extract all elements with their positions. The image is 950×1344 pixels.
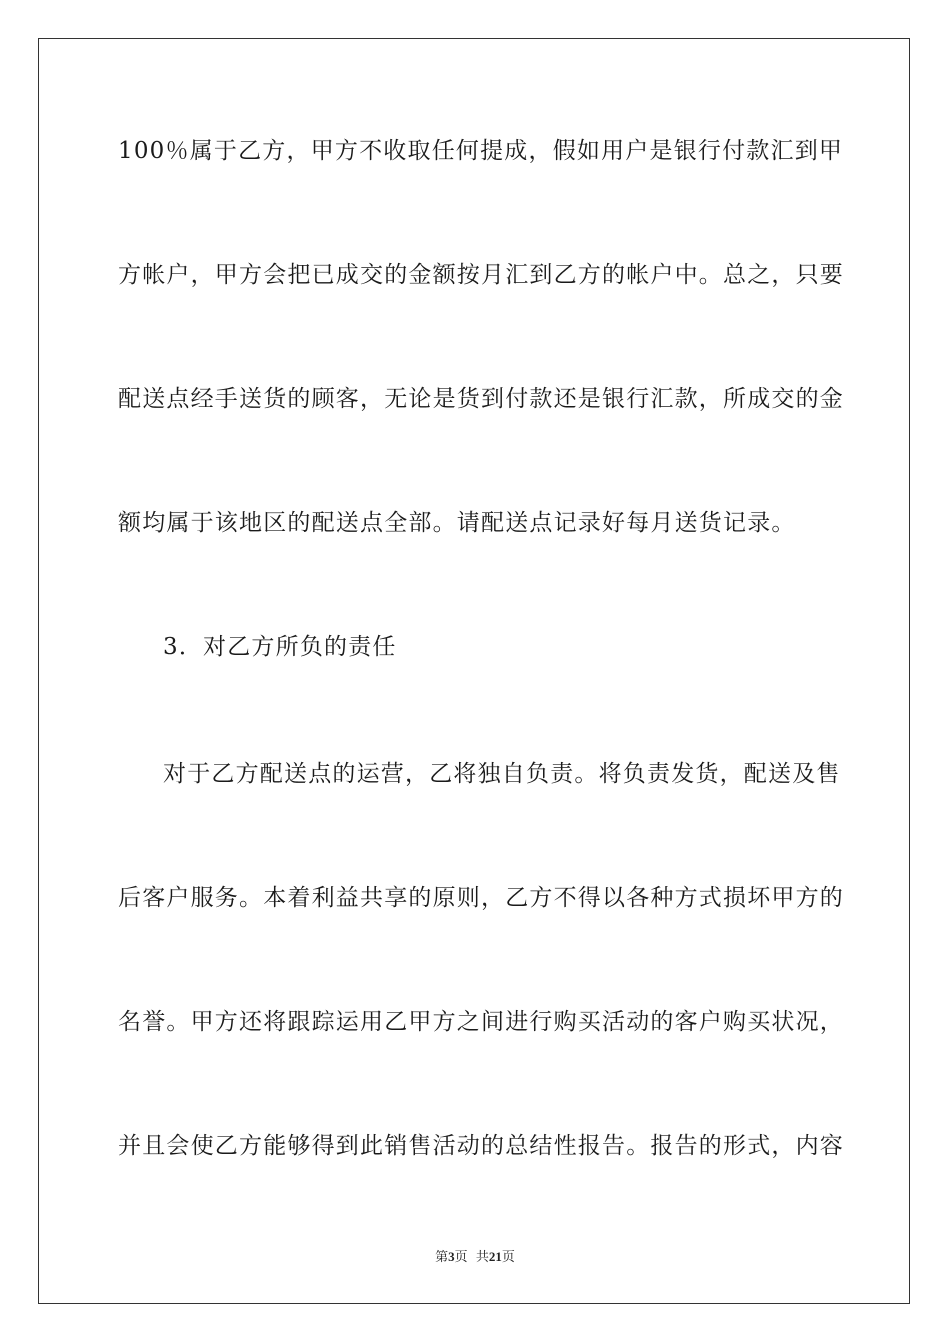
page-number-footer xyxy=(0,1248,950,1267)
page-border xyxy=(38,38,910,1304)
paragraph-line: 后客户服务。本着利益共享的原则，乙方不得以各种方式损坏甲方的 xyxy=(118,885,844,911)
paragraph-line: 对于乙方配送点的运营，乙将独自负责。将负责发货，配送及售 xyxy=(163,761,841,787)
paragraph-line: 配送点经手送货的顾客，无论是货到付款还是银行汇款，所成交的金 xyxy=(118,386,844,412)
paragraph-line: 额均属于该地区的配送点全部。请配送点记录好每月送货记录。 xyxy=(118,510,796,536)
footer-current-page: 3 xyxy=(448,1249,455,1264)
section-heading: 3．对乙方所负的责任 xyxy=(163,634,397,660)
footer-suffix: 页 xyxy=(501,1250,515,1265)
footer-prefix: 第 xyxy=(435,1250,449,1265)
paragraph-line: 100％属于乙方，甲方不收取任何提成，假如用户是银行付款汇到甲 xyxy=(118,138,844,164)
footer-mid: 页 共 xyxy=(454,1250,489,1265)
paragraph-line: 名誉。甲方还将跟踪运用乙甲方之间进行购买活动的客户购买状况， xyxy=(118,1009,844,1035)
footer-total-pages: 21 xyxy=(488,1249,502,1264)
paragraph-line: 并且会使乙方能够得到此销售活动的总结性报告。报告的形式，内容 xyxy=(118,1133,844,1159)
paragraph-line: 方帐户，甲方会把已成交的金额按月汇到乙方的帐户中。总之，只要 xyxy=(118,262,844,288)
